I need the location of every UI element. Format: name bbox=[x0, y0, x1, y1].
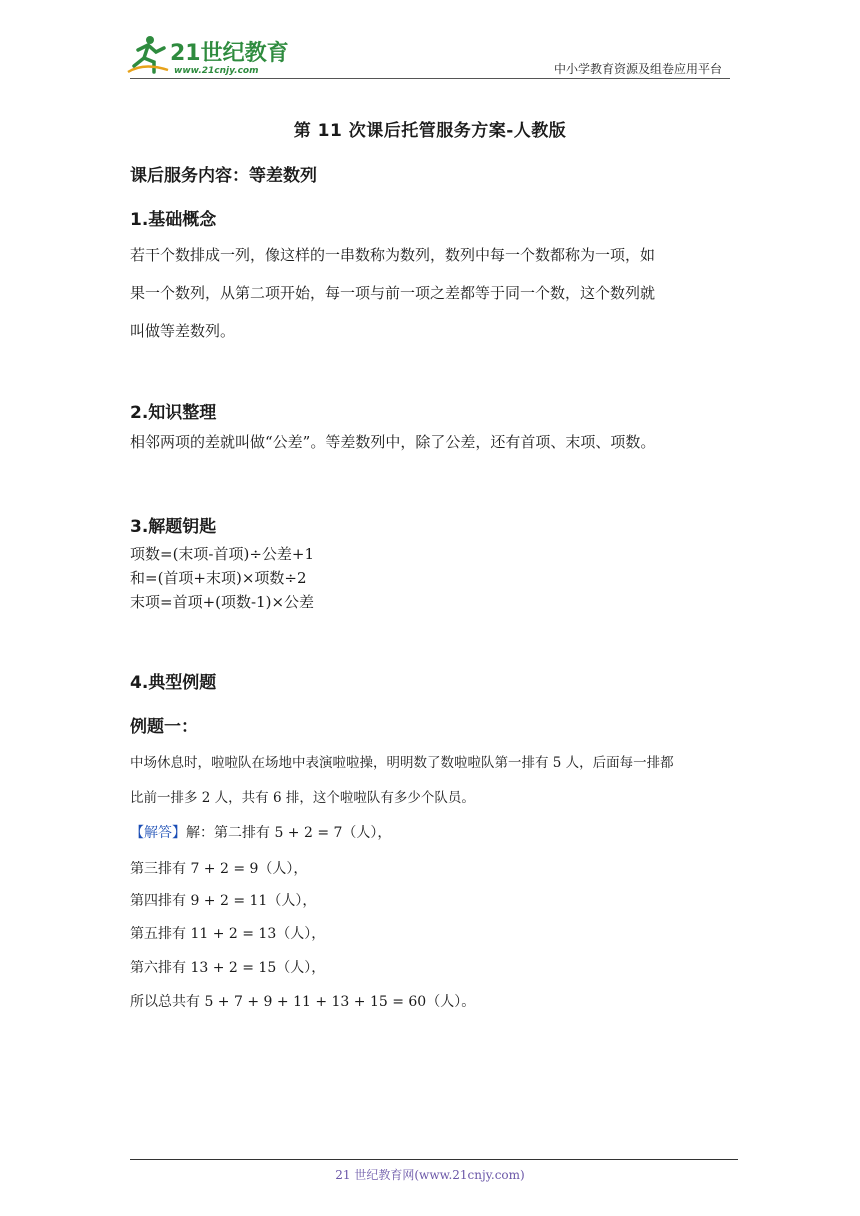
answer-line-4: 第五排有 11 + 2 = 13（人）， bbox=[130, 926, 326, 942]
logo-text: 21世纪教育 bbox=[170, 41, 289, 66]
document-title: 第 11 次课后托管服务方案-人教版 bbox=[293, 121, 567, 141]
paragraph-line: 若干个数排成一列，像这样的一串数称为数列，数列中每一个数都称为一项，如 bbox=[130, 246, 656, 264]
answer-tag: 【解答】 bbox=[130, 825, 186, 841]
answer-line-6: 所以总共有 5 + 7 + 9 + 11 + 13 + 15 = 60（人）。 bbox=[130, 994, 476, 1010]
answer-line-5: 第六排有 13 + 2 = 15（人）， bbox=[130, 960, 326, 976]
answer-text: 解：第二排有 5 + 2 = 7（人）， bbox=[186, 825, 392, 841]
section-4-heading: 4.典型例题 bbox=[130, 673, 217, 693]
section-2-heading: 2.知识整理 bbox=[130, 403, 217, 423]
formula-item: 和=(首项+末项)×项数÷2 bbox=[130, 569, 307, 587]
paragraph-line: 叫做等差数列。 bbox=[130, 322, 236, 340]
logo-url-text: www.21cnjy.com bbox=[174, 66, 259, 76]
brand-logo bbox=[124, 32, 304, 78]
runner-logo-icon bbox=[124, 32, 304, 78]
footer-link[interactable]: 21 世纪教育网(www.21cnjy.com) bbox=[335, 1168, 525, 1182]
example-heading: 例题一： bbox=[130, 717, 198, 737]
paragraph-line: 果一个数列，从第二项开始，每一项与前一项之差都等于同一个数，这个数列就 bbox=[130, 284, 656, 302]
service-content-heading: 课后服务内容：等差数列 bbox=[130, 166, 317, 186]
section-3-heading: 3.解题钥匙 bbox=[130, 517, 217, 537]
formula-item: 项数=(末项-首项)÷公差+1 bbox=[130, 545, 315, 563]
problem-line: 比前一排多 2 人，共有 6 排，这个啦啦队有多少个队员。 bbox=[130, 790, 475, 806]
answer-line-1 bbox=[130, 822, 391, 842]
platform-name: 中小学教育资源及组卷应用平台 bbox=[553, 62, 722, 76]
footer-divider bbox=[130, 1159, 738, 1160]
example-problem bbox=[130, 746, 740, 816]
section-1-paragraph bbox=[130, 236, 734, 350]
answer-line-2: 第三排有 7 + 2 = 9（人）， bbox=[130, 861, 308, 877]
section-2-paragraph: 相邻两项的差就叫做“公差”。等差数列中，除了公差，还有首项、末项、项数。 bbox=[130, 433, 656, 451]
formula-item: 末项=首项+(项数-1)×公差 bbox=[130, 593, 315, 611]
header-divider bbox=[130, 78, 730, 79]
answer-line-3: 第四排有 9 + 2 = 11（人）， bbox=[130, 893, 317, 909]
formula-list bbox=[130, 542, 734, 614]
problem-line: 中场休息时，啦啦队在场地中表演啦啦操，明明数了数啦啦队第一排有 5 人，后面每一排都 bbox=[130, 755, 674, 771]
section-1-heading: 1.基础概念 bbox=[130, 210, 217, 230]
